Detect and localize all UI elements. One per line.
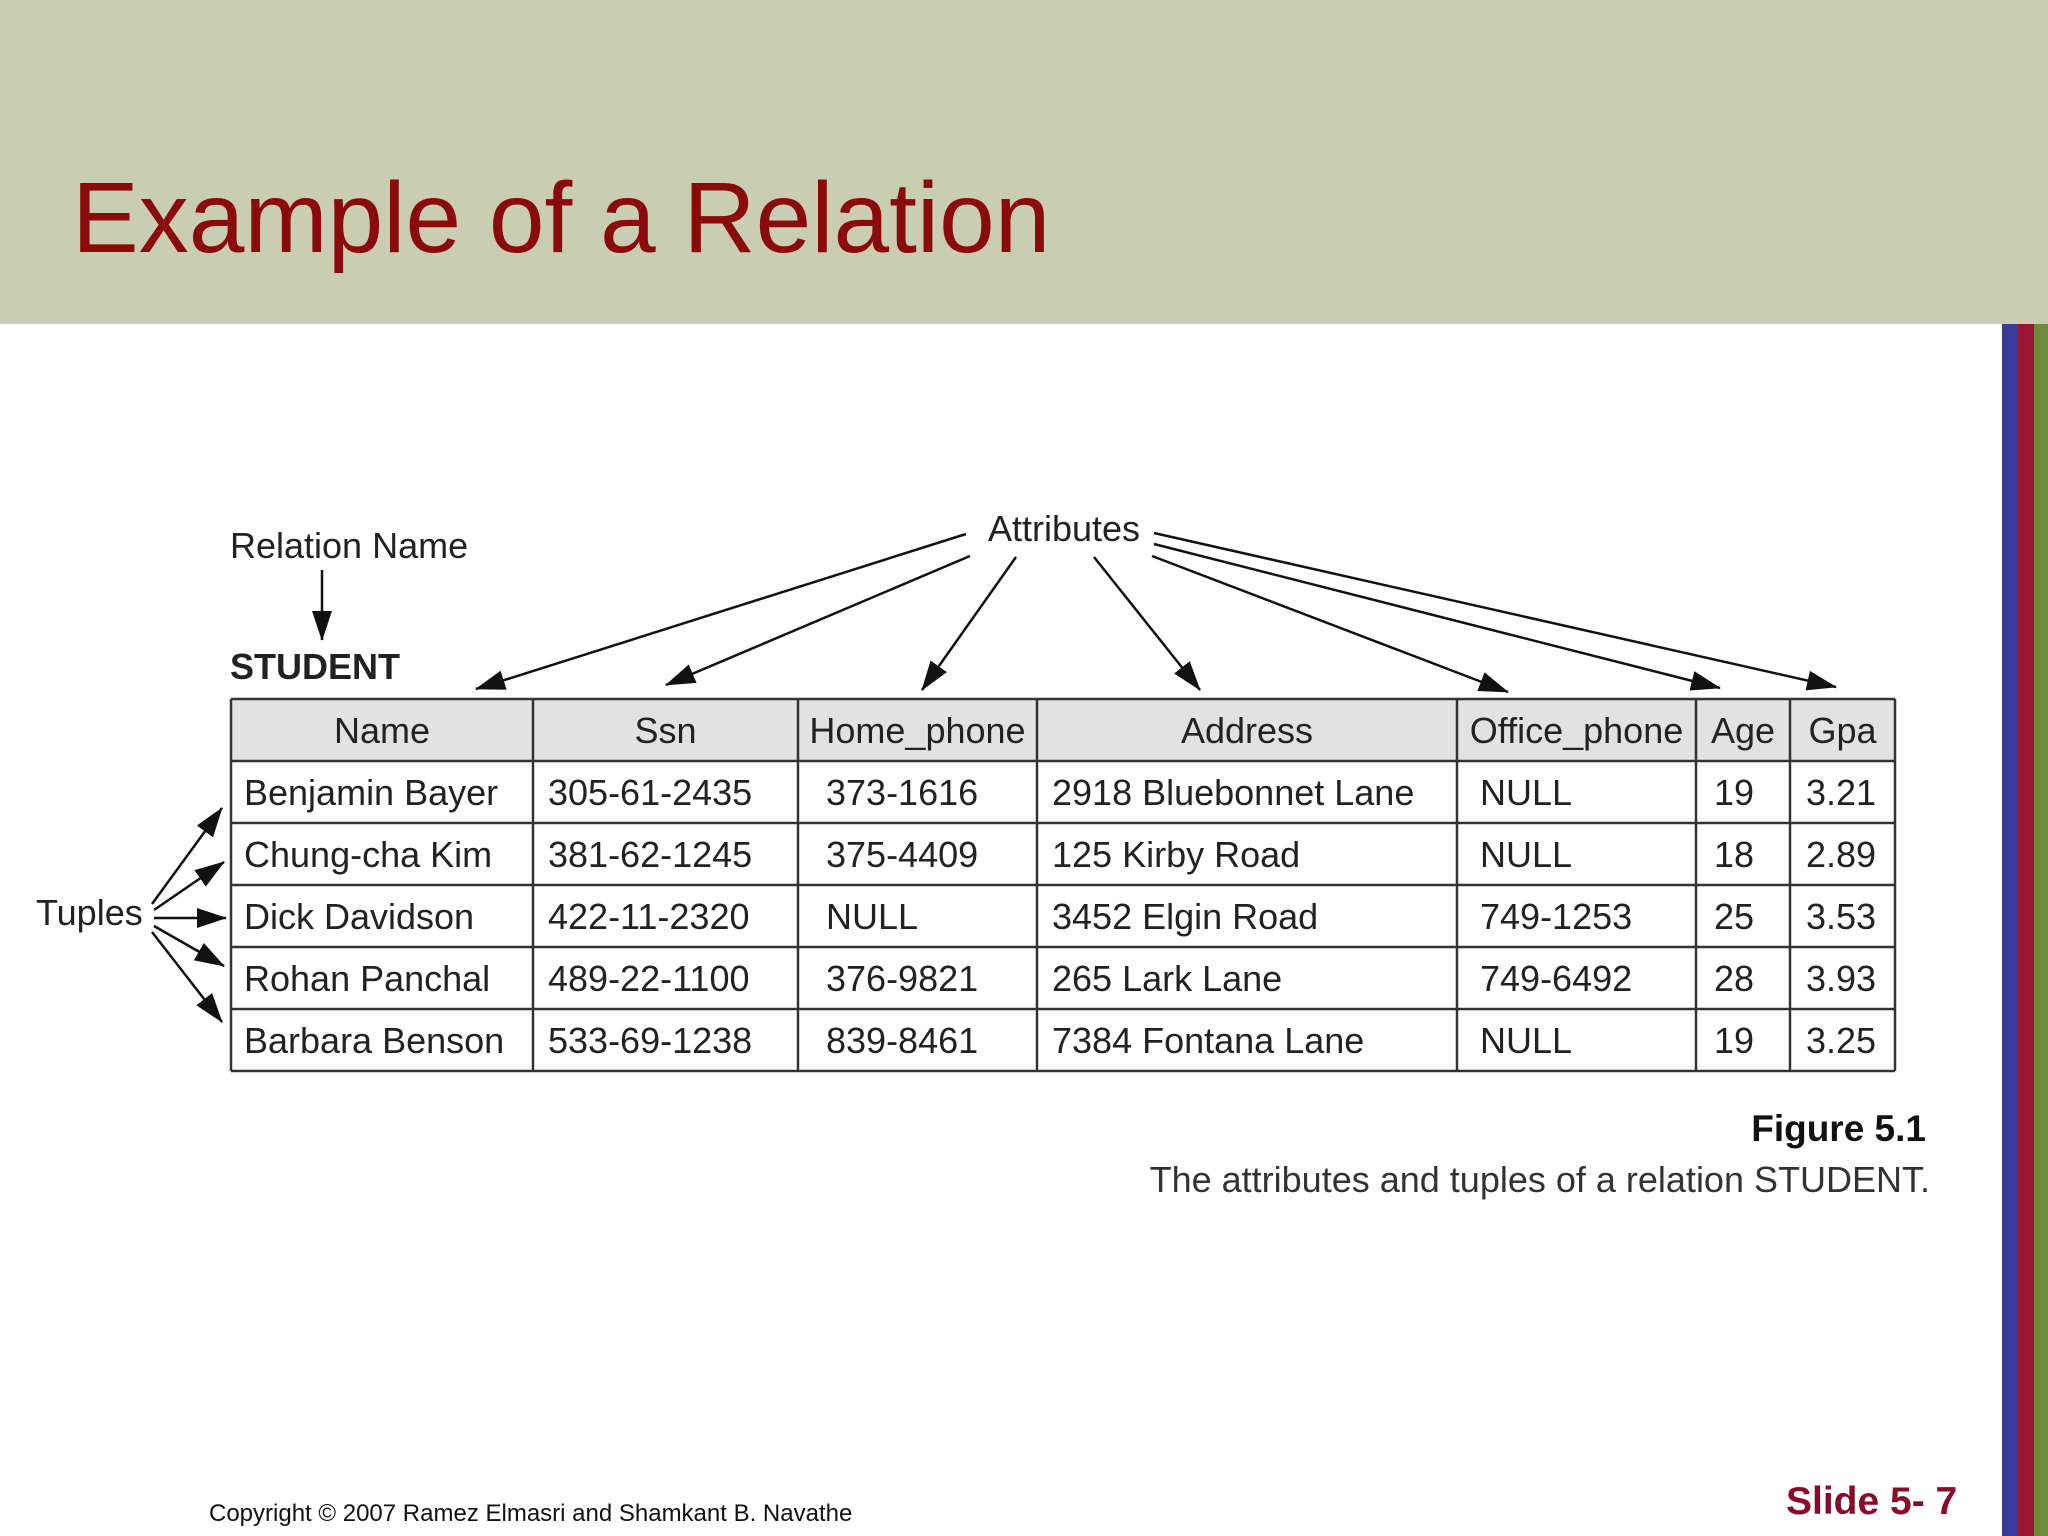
table-cell: 125 Kirby Road: [1052, 834, 1301, 875]
table-cell: 3.93: [1806, 958, 1877, 999]
table-cell: 265 Lark Lane: [1052, 958, 1283, 999]
table-header-cell: Gpa: [1808, 710, 1877, 751]
attribute-arrow-home-phone: [922, 557, 1016, 690]
table-cell: NULL: [1480, 1020, 1573, 1061]
attribute-arrow-name: [476, 534, 966, 689]
table-cell: 376-9821: [826, 958, 979, 999]
copyright-notice: Copyright © 2007 Ramez Elmasri and Shamkant B. Navathe: [209, 1500, 853, 1527]
table-header-cell: Home_phone: [809, 710, 1026, 751]
table-cell: 18: [1714, 834, 1755, 875]
table-header-cell: Ssn: [634, 710, 697, 751]
relation-name: STUDENT: [230, 646, 400, 687]
table-cell: 19: [1714, 1020, 1755, 1061]
table-cell: 533-69-1238: [548, 1020, 753, 1061]
attribute-arrow-office-phone: [1152, 556, 1508, 692]
table-cell: 3.21: [1806, 772, 1877, 813]
table-header-cell: Office_phone: [1469, 710, 1684, 751]
table-cell: 25: [1714, 896, 1755, 937]
table-cell: 749-1253: [1480, 896, 1633, 937]
table-header-cell: Name: [333, 710, 431, 751]
caption-title: Figure 5.1: [1751, 1108, 1926, 1149]
slide-number: Slide 5- 7: [1786, 1480, 1958, 1523]
table-cell: Chung-cha Kim: [244, 834, 493, 875]
tuple-arrow-1: [152, 808, 222, 904]
relation-name-label: Relation Name: [230, 525, 469, 566]
table-cell: 19: [1714, 772, 1755, 813]
student-table: [231, 699, 1895, 1071]
table-cell: Benjamin Bayer: [244, 772, 499, 813]
table-cell: 839-8461: [826, 1020, 979, 1061]
table-cell: 749-6492: [1480, 958, 1633, 999]
attribute-arrow-age: [1154, 544, 1720, 688]
caption-text: The attributes and tuples of a relation STUDENT.: [1149, 1159, 1930, 1200]
table-header-cell: Age: [1710, 710, 1776, 751]
table-cell: 375-4409: [826, 834, 979, 875]
table-cell: 3.25: [1806, 1020, 1877, 1061]
slide-title: Example of a Relation: [72, 162, 1051, 274]
table-header-cell: Address: [1180, 710, 1314, 751]
attribute-arrows: [476, 533, 1836, 692]
table-cell: NULL: [1480, 834, 1573, 875]
table-cell: NULL: [826, 896, 919, 937]
tuple-arrows: [152, 808, 226, 1022]
table-cell: Dick Davidson: [244, 896, 475, 937]
attribute-arrow-gpa: [1154, 533, 1836, 687]
table-cell: Barbara Benson: [244, 1020, 505, 1061]
table-cell: 373-1616: [826, 772, 979, 813]
table-cell: 381-62-1245: [548, 834, 753, 875]
tuple-arrow-4: [154, 926, 224, 966]
table-cell: 3452 Elgin Road: [1052, 896, 1319, 937]
attributes-label: Attributes: [987, 508, 1141, 549]
attribute-arrow-address: [1094, 557, 1200, 690]
table-cell: 489-22-1100: [548, 958, 750, 999]
table-cell: 305-61-2435: [548, 772, 753, 813]
table-cell: 422-11-2320: [548, 896, 750, 937]
table-cell: 3.53: [1806, 896, 1877, 937]
table-cell: 7384 Fontana Lane: [1052, 1020, 1365, 1061]
table-cell: 2918 Bluebonnet Lane: [1052, 772, 1415, 813]
table-cell: Rohan Panchal: [244, 958, 491, 999]
table-cell: 2.89: [1806, 834, 1877, 875]
table-cell: NULL: [1480, 772, 1573, 813]
tuples-label: Tuples: [36, 892, 143, 933]
attribute-arrow-ssn: [666, 556, 970, 685]
table-cell: 28: [1714, 958, 1755, 999]
